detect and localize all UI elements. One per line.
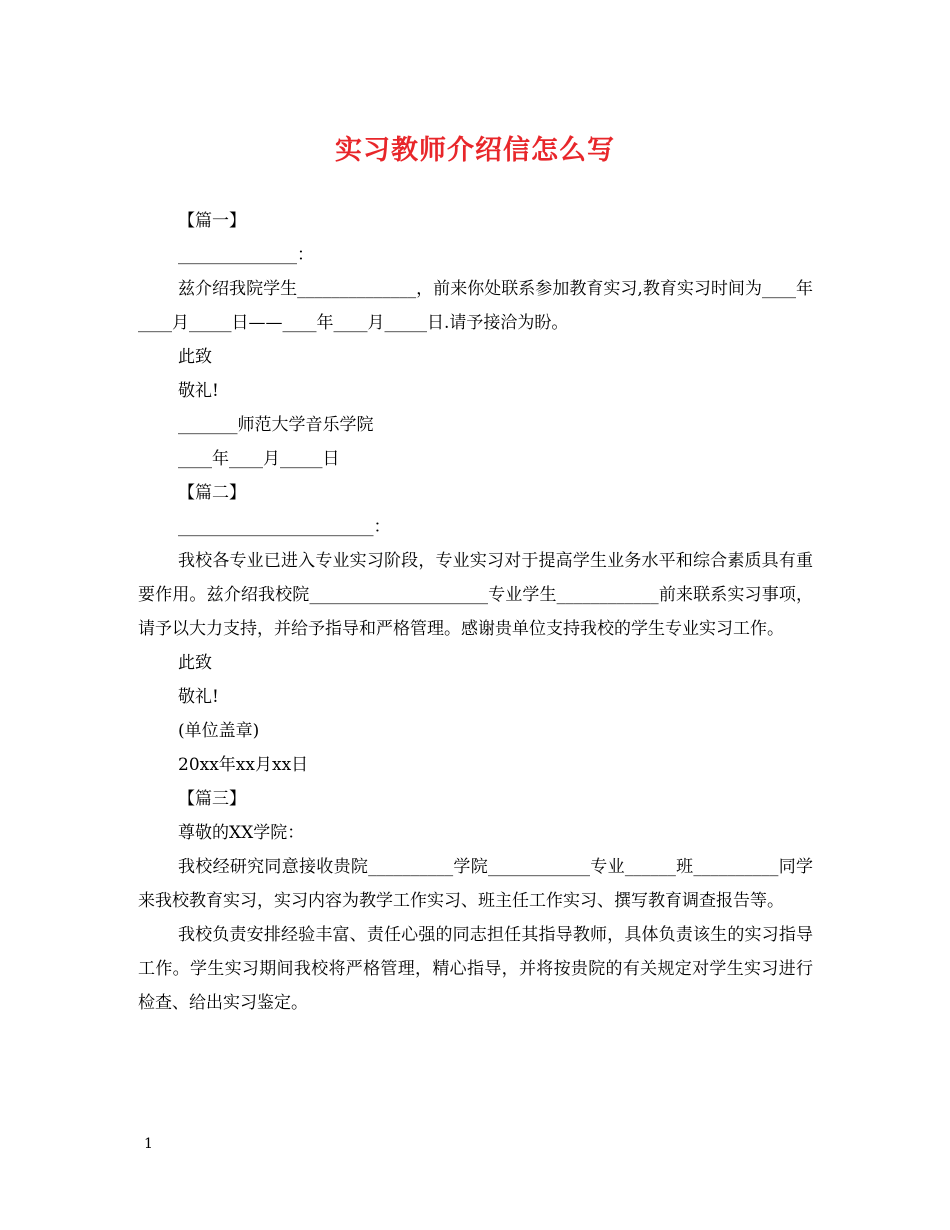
letter1-salutation: ______________：	[178, 245, 314, 265]
letter2-date: 20xx年xx月xx日	[178, 755, 309, 775]
letter3-body-1: 我校经研究同意接收贵院__________学院____________专业______班__________同学来我校教育实习，实习内容为教学工作实习、班主任工作实习、撰写教育调查报告等。	[138, 857, 813, 911]
letter2-seal: (单位盖章)	[178, 721, 260, 741]
letter3-body-2: 我校负责安排经验丰富、责任心强的同志担任其指导教师，具体负责该生的实习指导工作。学生实习期间我校将严格管理，精心指导，并将按贵院的有关规定对学生实习进行检查、给出实习鉴定。	[138, 925, 813, 1013]
letter2-body: 我校各专业已进入专业实习阶段，专业实习对于提高学生业务水平和综合素质具有重要作用。兹介绍我校院_____________________专业学生____________前来联系实习事项，请予以大力支持，并给予指导和严格管理。感谢贵单位支持我校的学生专业实习工作。	[138, 551, 813, 639]
section-heading-3: 【篇三】	[178, 789, 246, 809]
letter1-date: ____年____月_____日	[178, 449, 340, 469]
letter1-signature: _______师范大学音乐学院	[178, 415, 374, 435]
letter2-salutation: _______________________：	[178, 517, 391, 537]
letter3-salutation: 尊敬的XX学院：	[178, 823, 305, 843]
letter1-closing-2: 敬礼!	[178, 381, 219, 401]
letter1-closing-1: 此致	[178, 347, 212, 367]
letter2-closing-1: 此致	[178, 653, 212, 673]
section-heading-2: 【篇二】	[178, 483, 246, 503]
document-body	[138, 204, 813, 1020]
page-title: 实习教师介绍信怎么写	[335, 135, 615, 166]
letter1-body: 兹介绍我院学生______________，前来你处联系参加教育实习,教育实习时间为____年____月_____日——____年____月_____日.请予接洽为盼。	[138, 279, 813, 333]
letter2-closing-2: 敬礼!	[178, 687, 219, 707]
page-number: 1	[144, 1136, 153, 1152]
section-heading-1: 【篇一】	[178, 211, 246, 231]
